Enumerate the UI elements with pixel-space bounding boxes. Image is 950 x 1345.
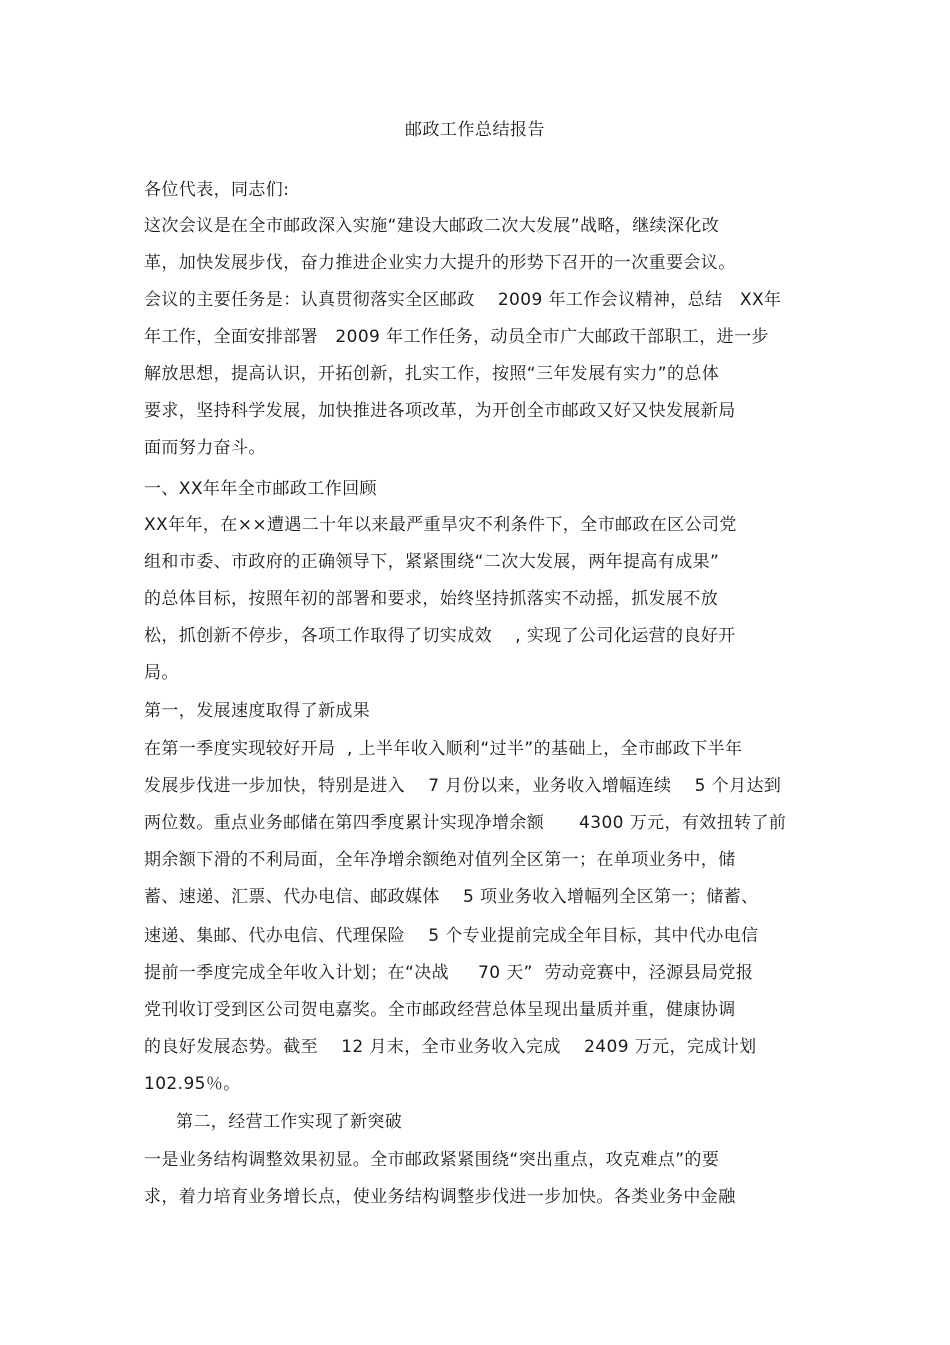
- document-title: 邮政工作总结报告: [405, 120, 545, 140]
- text-line: 各位代表，同志们:: [144, 180, 290, 200]
- text-line: 年工作，全面安排部署 2009 年工作任务，动员全市广大邮政干部职工，进一步: [144, 327, 769, 347]
- text-line: 两位数。重点业务邮储在第四季度累计实现净增余额 4300 万元，有效扭转了前: [144, 813, 787, 833]
- text-line: 蓄、速递、汇票、代办电信、邮政媒体 5 项业务收入增幅列全区第一；储蓄、: [144, 887, 759, 907]
- text-line: 的良好发展态势。截至 12 月末，全市业务收入完成 2409 万元，完成计划: [144, 1037, 757, 1057]
- text-line: 发展步伐进一步加快，特别是进入 7 月份以来，业务收入增幅连续 5 个月达到: [144, 776, 782, 796]
- text-line: XX年年，在××遭遇二十年以来最严重旱灾不利条件下，全市邮政在区公司党: [144, 515, 737, 535]
- text-line: 期余额下滑的不利局面，全年净增余额绝对值列全区第一；在单项业务中，储: [144, 850, 736, 870]
- text-line: 在第一季度实现较好开局 , 上半年收入顺利“过半”的基础上，全市邮政下半年: [144, 739, 743, 759]
- text-line: 面而努力奋斗。: [144, 438, 266, 458]
- text-line: 解放思想，提高认识，开拓创新，扎实工作，按照“三年发展有实力”的总体: [144, 364, 720, 384]
- text-line: 速递、集邮、代办电信、代理保险 5 个专业提前完成全年目标，其中代办电信: [144, 926, 759, 946]
- text-line: 提前一季度完成全年收入计划；在“决战 70 天” 劳动竞赛中，泾源县局党报: [144, 963, 754, 983]
- text-line: 102.95％。: [144, 1074, 241, 1094]
- text-line: 求，着力培育业务增长点，使业务结构调整步伐进一步加快。各类业务中金融: [144, 1187, 736, 1207]
- text-line: 松，抓创新不停步，各项工作取得了切实成效 , 实现了公司化运营的良好开: [144, 626, 736, 646]
- section-heading: 一、XX年年全市邮政工作回顾: [144, 479, 377, 499]
- text-line: 组和市委、市政府的正确领导下，紧紧围绕“二次大发展，两年提高有成果”: [144, 552, 720, 572]
- text-line: 一是业务结构调整效果初显。全市邮政紧紧围绕“突出重点，攻克难点”的要: [144, 1150, 720, 1170]
- subsection-heading: 第一，发展速度取得了新成果: [144, 701, 371, 721]
- text-line: 局。: [144, 663, 179, 683]
- text-line: 的总体目标，按照年初的部署和要求，始终坚持抓落实不动摇，抓发展不放: [144, 589, 719, 609]
- text-line: 党刊收订受到区公司贺电嘉奖。全市邮政经营总体呈现出量质并重，健康协调: [144, 1000, 736, 1020]
- subsection-heading: 第二，经营工作实现了新突破: [176, 1112, 403, 1132]
- text-line: 这次会议是在全市邮政深入实施“建设大邮政二次大发展”战略，继续深化改: [144, 216, 720, 236]
- text-line: 要求，坚持科学发展，加快推进各项改革，为开创全市邮政又好又快发展新局: [144, 401, 736, 421]
- text-line: 革，加快发展步伐，奋力推进企业实力大提升的形势下召开的一次重要会议。: [144, 253, 736, 273]
- text-line: 会议的主要任务是：认真贯彻落实全区邮政 2009 年工作会议精神，总结 XX年: [144, 290, 782, 310]
